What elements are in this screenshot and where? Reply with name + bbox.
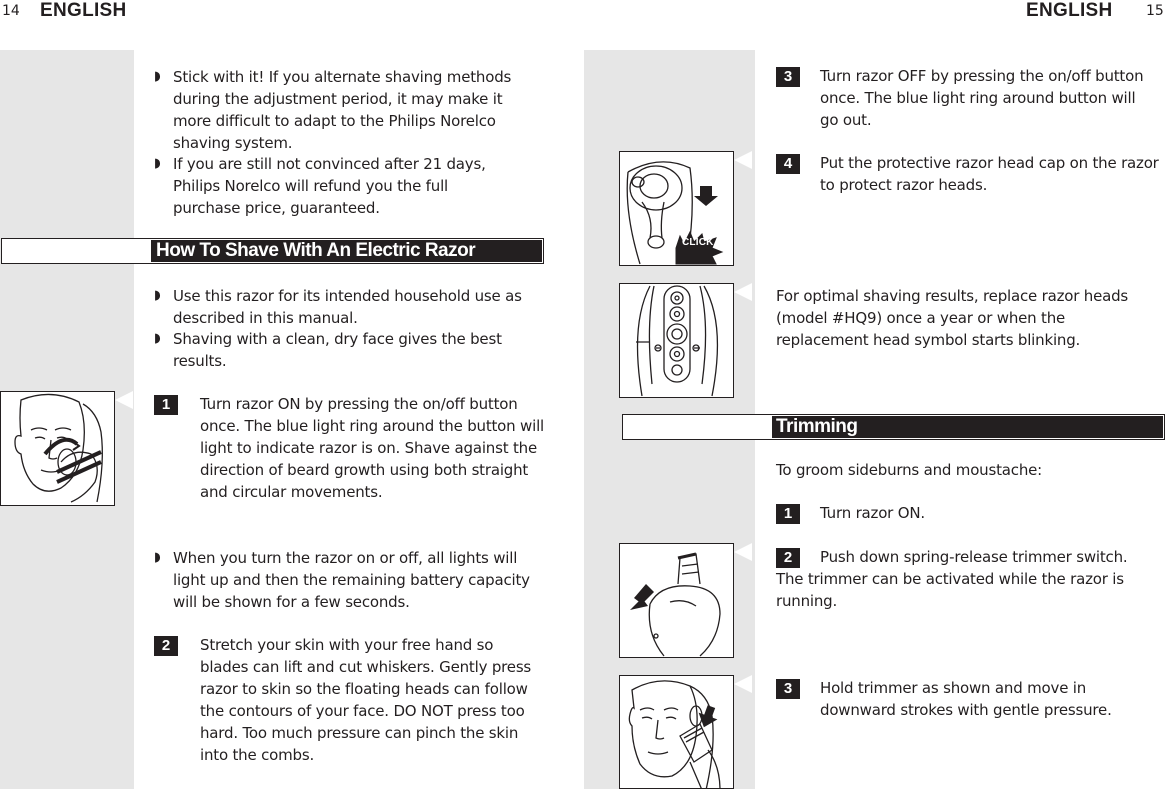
left-page-header: ENGLISH [40,0,127,21]
left-page-number: 14 [2,3,20,19]
bullet-text: Stick with it! If you alternate shaving methods during the adjustment period, it may make it more difficult to adapt to the Philips Norelco shaving system. [173,68,512,152]
bullet-marker-icon: ◗ [154,550,161,565]
bullet-stick-with-it [154,66,544,154]
bullet-clean-face [154,328,534,372]
sideburn-trim-drawing [620,676,734,789]
trim-step-3-text: Hold trimmer as shown and move in downward strokes with gentle pressure. [820,679,1112,719]
bullet-household-use [154,285,544,329]
bullet-text: When you turn the razor on or off, all lights will light up and then the remaining battery capacity will be shown for a few seconds. [173,549,530,611]
right-page-number: 15 [1146,3,1164,19]
bullet-text: Shaving with a clean, dry face gives the best results. [173,330,502,370]
bullet-marker-icon: ◗ [154,288,161,303]
bullet-marker-icon: ◗ [154,156,161,171]
click-label: CLICK [682,237,714,248]
right-page-header: ENGLISH [1026,0,1113,21]
illustration-face-shaving [0,391,115,506]
step-2-text: Stretch your skin with your free hand so blades can lift and cut whiskers. Gently press razor to skin so the floating heads can follow the contours of your face. DO NOT press too hard. Too much pressure can pinch the skin into the combs. [200,636,532,764]
section-title-trimming: Trimming [776,416,858,437]
trim-step-1-badge: 1 [776,504,800,524]
trim-step-2-badge: 2 [776,548,800,568]
trim-step-2-continuation: The trimmer can be activated while the razor is running. [776,570,1124,610]
bullet-lights [154,547,539,613]
step-3-badge: 3 [776,67,800,87]
step-4-text: Put the protective razor head cap on the razor to protect razor heads. [820,154,1159,194]
illustration-trimmer [619,543,734,658]
trimmer-drawing [620,544,734,658]
bullet-text: If you are still not convinced after 21 days, Philips Norelco will refund you the full purchase price, guaranteed. [173,155,486,217]
step-4-badge: 4 [776,154,800,174]
bullet-refund [154,153,514,219]
section-bar-shave [1,238,544,264]
trim-step-1-text: Turn razor ON. [820,504,925,522]
section-bar-trimming [622,414,1165,440]
replace-heads-note: For optimal shaving results, replace razor heads (model #HQ9) once a year or when the replacement head symbol starts blinking. [776,287,1129,349]
step-2-badge: 2 [154,636,178,656]
illustration-razor-heads [619,283,734,398]
illustration-sideburn-trim [619,675,734,789]
trim-intro: To groom sideburns and moustache: [776,461,1043,479]
section-title-shave: How To Shave With An Electric Razor [156,240,476,261]
step-1-badge: 1 [154,395,178,415]
step-3-text: Turn razor OFF by pressing the on/off button once. The blue light ring around button will go out. [820,67,1144,129]
face-shaving-drawing [1,392,115,506]
bullet-text: Use this razor for its intended household use as described in this manual. [173,287,522,327]
bullet-marker-icon: ◗ [154,69,161,84]
illustration-head-cap [619,151,734,266]
bullet-marker-icon: ◗ [154,331,161,346]
trim-step-3-badge: 3 [776,679,800,699]
razor-heads-drawing [620,284,734,398]
trim-step-2-text: Push down spring-release trimmer switch. [820,548,1128,566]
step-1-text: Turn razor ON by pressing the on/off button once. The blue light ring around the button will light to indicate razor is on. Shave against the direction of beard growth using both straight and circular movements. [200,395,545,501]
head-cap-drawing [620,152,734,266]
